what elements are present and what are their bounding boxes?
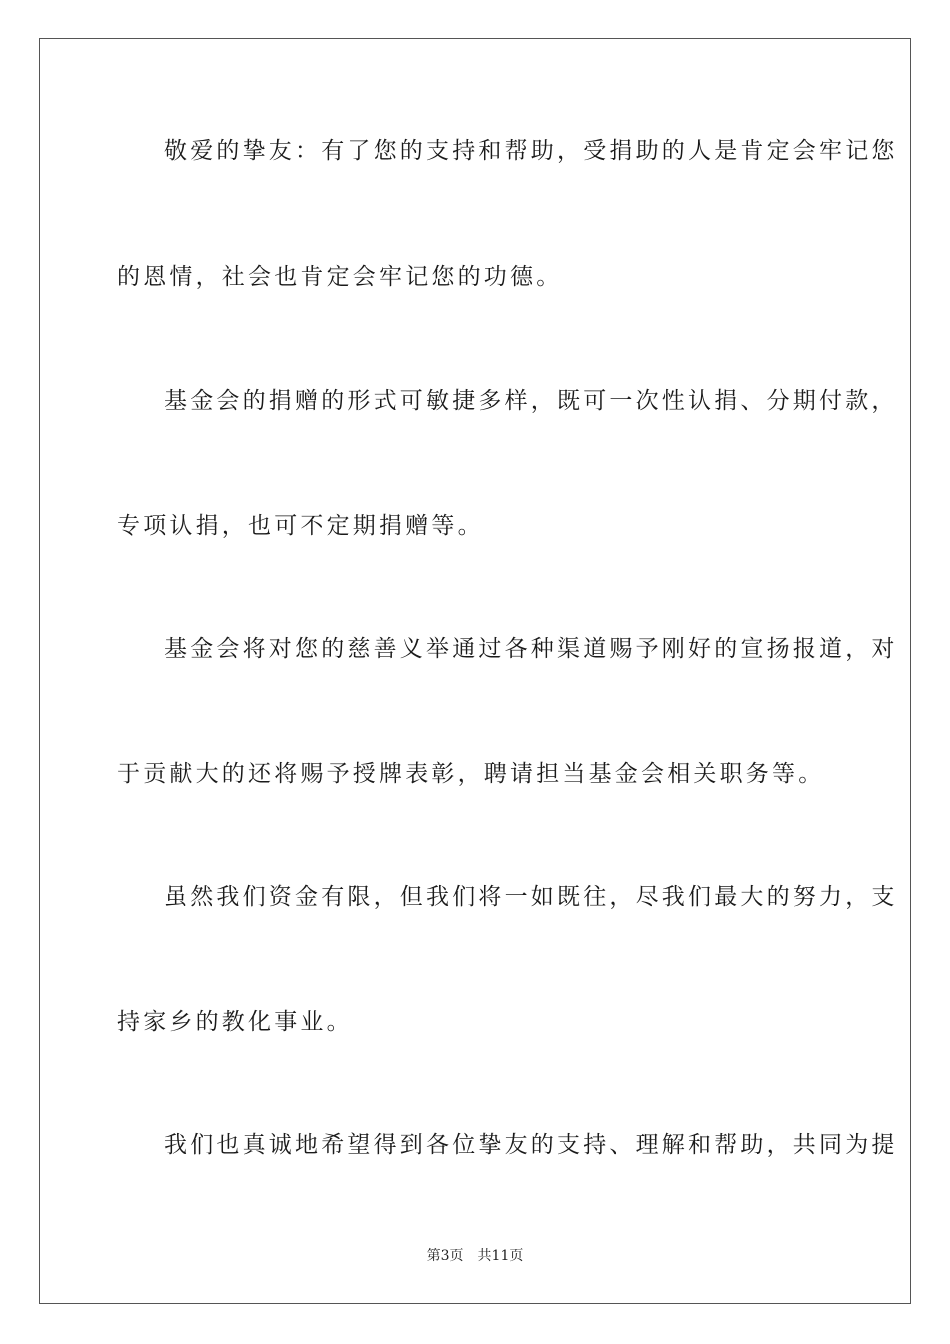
paragraph-2-line-1: 基金会的捐赠的形式可敏捷多样，既可一次性认捐、分期付款，	[164, 388, 898, 414]
current-page-label: 第3页	[426, 1248, 464, 1264]
paragraph-1-line-1: 敬爱的挚友：有了您的支持和帮助，受捐助的人是肯定会牢记您	[164, 138, 898, 164]
page-footer	[0, 1246, 950, 1266]
page-border	[39, 38, 911, 1304]
paragraph-4-line-2: 持家乡的教化事业。	[117, 1009, 353, 1035]
paragraph-3-line-2: 于贡献大的还将赐予授牌表彰，聘请担当基金会相关职务等。	[117, 761, 825, 787]
paragraph-3-line-1: 基金会将对您的慈善义举通过各种渠道赐予刚好的宣扬报道，对	[164, 636, 898, 662]
total-pages-label: 共11页	[477, 1248, 524, 1264]
paragraph-4-line-1: 虽然我们资金有限，但我们将一如既往，尽我们最大的努力，支	[164, 884, 898, 910]
paragraph-5-line-1: 我们也真诚地希望得到各位挚友的支持、理解和帮助，共同为提	[164, 1132, 898, 1158]
paragraph-2-line-2: 专项认捐，也可不定期捐赠等。	[117, 513, 484, 539]
paragraph-1-line-2: 的恩情，社会也肯定会牢记您的功德。	[117, 264, 563, 290]
